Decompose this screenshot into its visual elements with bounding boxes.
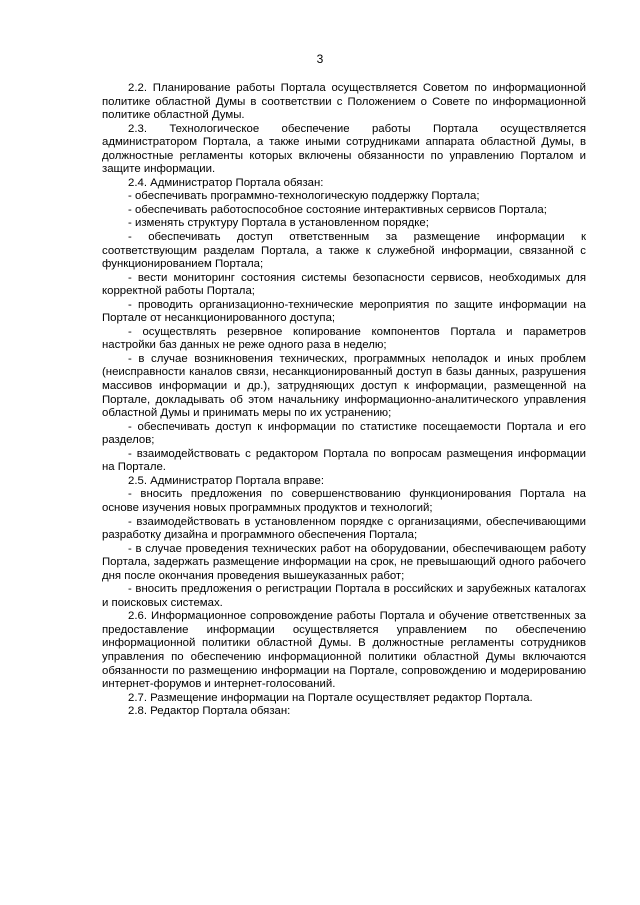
list-item: - осуществлять резервное копирование компонентов Портала и параметров настройки баз данных не реже одного раза в неделю; — [102, 325, 586, 352]
page-number: 3 — [316, 52, 324, 66]
paragraph: 2.7. Размещение информации на Портале осуществляет редактор Портала. — [128, 691, 533, 704]
section-heading: 2.4. Администратор Портала обязан: — [128, 176, 324, 189]
list-item: - обеспечивать доступ к информации по статистике посещаемости Портала и его разделов; — [102, 420, 586, 447]
list-item: - вести мониторинг состояния системы безопасности сервисов, необходимых для корректной работы Портала; — [102, 271, 586, 298]
paragraph: 2.3. Технологическое обеспечение работы Портала осуществляется администратором Портала, а также иными сотрудниками аппарата областной Думы, в должностные регламенты которых включены обязанности по управлению Порталом и защите информации. — [102, 122, 586, 176]
list-item: - в случае проведения технических работ на оборудовании, обеспечивающем работу Портала, задержать размещение информации на срок, не превышающий одного рабочего дня после окончания проведения вышеуказанных работ; — [102, 542, 586, 582]
list-item: - вносить предложения о регистрации Портала в российских и зарубежных каталогах и поисковых системах. — [102, 583, 586, 609]
list-item: - взаимодействовать с редактором Портала по вопросам размещения информации на Портале. — [102, 447, 586, 474]
list-item: - обеспечивать работоспособное состояние интерактивных сервисов Портала; — [128, 203, 547, 216]
section-heading: 2.5. Администратор Портала вправе: — [128, 474, 324, 487]
paragraph: 2.2. Планирование работы Портала осуществляется Советом по информационной политике областной Думы в соответствии с Положением о Совете по информационной политике областной Думы. — [102, 82, 586, 122]
section-heading: 2.8. Редактор Портала обязан: — [128, 705, 291, 718]
paragraph: 2.6. Информационное сопровождение работы Портала и обучение ответственных за предоставление информации осуществляется управлением по обеспечению информационной политики областной Думы. В должностные регламенты сотрудников управления по обеспечению информационной политики областной Думы включаются обязанности по размещению информации на Портале, сопровождению и модерированию интернет-форумов и интернет-голосований. — [102, 610, 586, 691]
list-item: - изменять структуру Портала в установленном порядке; — [128, 217, 429, 230]
list-item: - проводить организационно-технические мероприятия по защите информации на Портале от несанкционированного доступа; — [102, 298, 586, 325]
list-item: - взаимодействовать в установленном порядке с организациями, обеспечивающими разработку дизайна и программного обеспечения Портала; — [102, 515, 586, 542]
list-item: - обеспечивать доступ ответственным за размещение информации к соответствующим разделам Портала, а также к служебной информации, связанной с функционированием Портала; — [102, 231, 586, 271]
list-item: - обеспечивать программно-технологическую поддержку Портала; — [128, 190, 480, 203]
document-body — [102, 82, 586, 719]
list-item: - вносить предложения по совершенствованию функционирования Портала на основе изучения новых программных продуктов и технологий; — [102, 488, 586, 514]
list-item: - в случае возникновения технических, программных неполадок и иных проблем (неисправности каналов связи, несанкционированный доступ в базы данных, разрушения массивов информации и др.), затрудняющих доступ к информации, размещенной на Портале, докладывать об этом начальнику информационно-аналитического управления областной Думы и принимать меры по их устранению; — [102, 352, 586, 420]
